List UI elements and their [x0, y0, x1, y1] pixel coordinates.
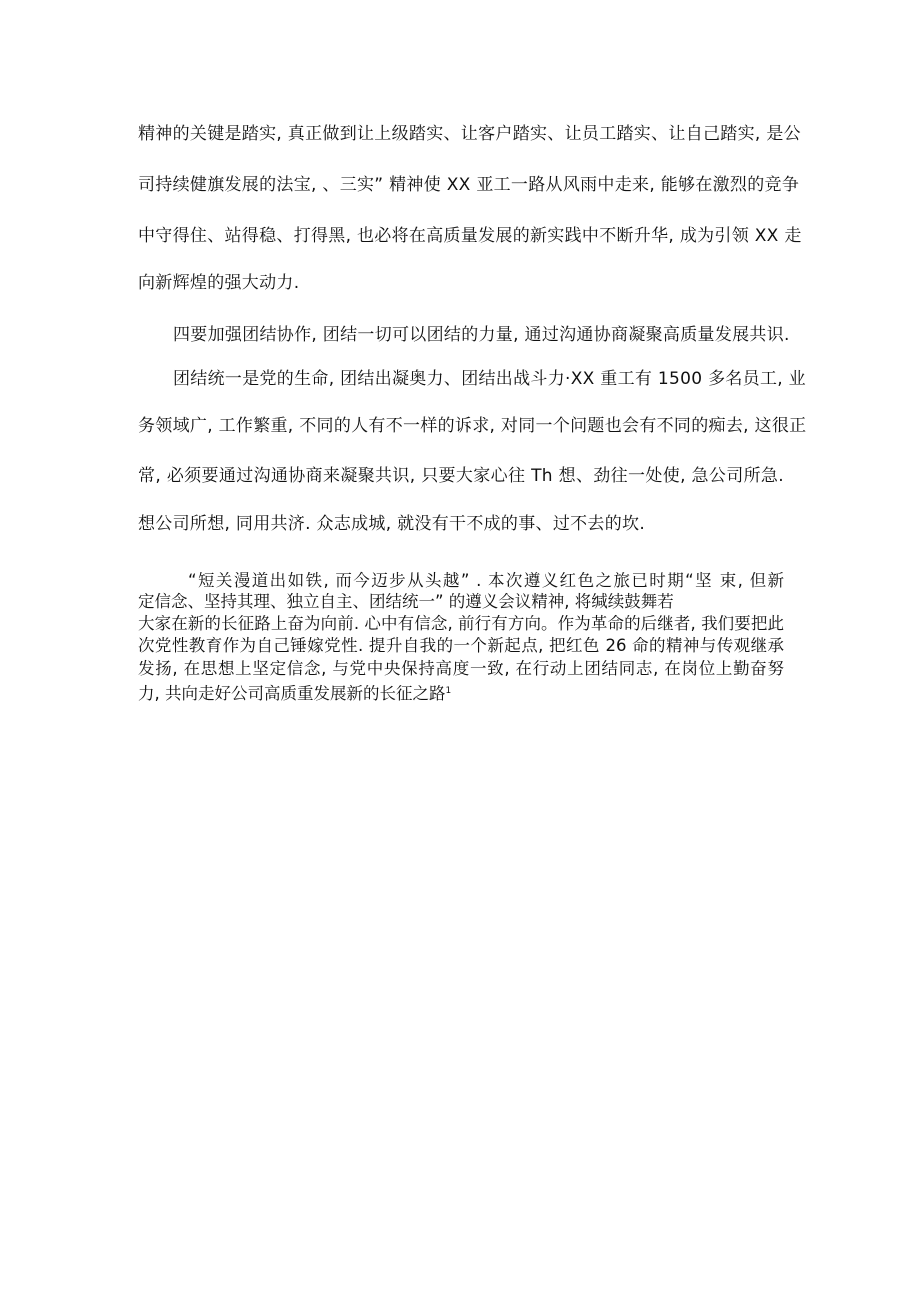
paragraph-1-line-2: 司持续健旗发展的法宝, 、三实” 精神使 XX 亚工一路从风雨中走来, 能够在激烈的竞争	[138, 175, 800, 195]
paragraph-3-line-3: 常, 必须要通过沟通协商来凝聚共识, 只要大家心往 Th 想、劲往一处使, 急公司所急.	[138, 466, 784, 486]
paragraph-2-line-1: 四要加强团结协作, 团结一切可以团结的力量, 通过沟通协商凝聚高质量发展共识.	[173, 325, 790, 345]
paragraph-4-line-3: 大家在新的长征路上奋为向前. 心中有信念, 前行有方向。作为革命的后继者, 我们要把此	[138, 614, 784, 633]
paragraph-4-line-2: 定信念、坚持其理、独立自主、团结统一” 的遵义会议精神, 将缄续鼓舞若	[138, 592, 674, 611]
paragraph-3-line-2: 务领域广, 工作繁重, 不同的人有不一样的诉求, 对同一个问题也会有不同的痴去, 这很正	[138, 416, 807, 436]
paragraph-1-line-4: 向新辉煌的强大动力.	[138, 273, 300, 293]
paragraph-4-line-6	[138, 680, 451, 705]
paragraph-1-line-3: 中守得住、站得稳、打得黑, 也必将在高质量发展的新实践中不断升华, 成为引领 XX 走	[138, 226, 802, 246]
paragraph-4-line-6-text: 力, 共向走好公司高质重发展新的长征之路	[138, 684, 446, 703]
paragraph-3-line-1: 团结统一是党的生命, 团结出凝奥力、团结出战斗力·XX 重工有 1500 多名员工, 业	[173, 369, 806, 389]
paragraph-4-line-1: “短关漫道出如铁, 而今迈步从头越” . 本次遵义红色之旅已时期“坚 束, 但新	[188, 571, 784, 590]
paragraph-4-line-5: 发扬, 在思想上坚定信念, 与党中央保持高度一致, 在行动上团结同志, 在岗位上勤奋努	[138, 659, 784, 678]
paragraph-4-line-4: 次党性教育作为自己锤嫁党性. 提升自我的一个新起点, 把红色 26 命的精神与传观继承	[138, 636, 784, 655]
footnote-mark: 1	[445, 686, 452, 696]
paragraph-1-line-1: 精神的关键是踏实, 真正做到让上级踏实、让客户踏实、让员工踏实、让自己踏实, 是公	[138, 124, 801, 144]
paragraph-3-line-4: 想公司所想, 同用共济. 众志成城, 就没有干不成的事、过不去的坎.	[138, 514, 646, 534]
